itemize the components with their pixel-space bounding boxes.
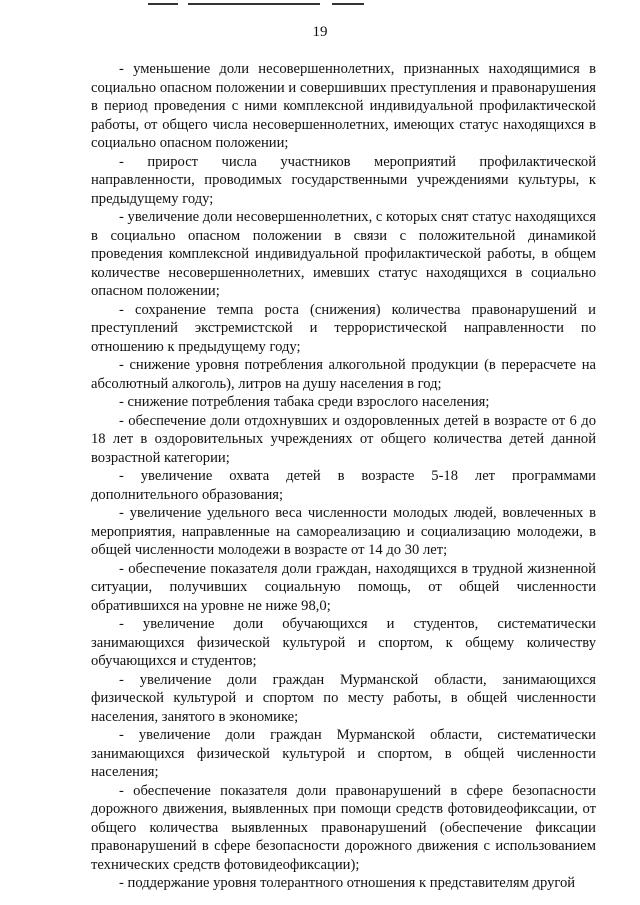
scan-artifact-line [148, 3, 178, 5]
list-item: - увеличение доли граждан Мурманской области, занимающихся физической культурой и спортом по месту работы, в общей численности населения, занятого в экономике; [91, 671, 596, 725]
list-item: - увеличение охвата детей в возрасте 5-18 лет программами дополнительного образования; [91, 468, 596, 503]
list-item: - прирост числа участников мероприятий профилактической направленности, проводимых государственными учреждениями культуры, к предыдущему году; [91, 153, 596, 207]
list-item: - поддержание уровня толерантного отношения к представителям другой [119, 875, 576, 891]
list-item: - увеличение доли граждан Мурманской области, систематически занимающихся физической культурой и спортом, в общей численности населения; [91, 727, 596, 780]
list-item: - увеличение доли несовершеннолетних, с которых снят статус находящихся в социально опасном положении в связи с положительной динамикой проведения комплексной индивидуальной профилактической работы, в общем количестве несовершеннолетних, имевших статус находящихся в социально опасном положении; [91, 209, 596, 299]
document-body [91, 60, 596, 893]
list-item: - увеличение доли обучающихся и студентов, систематически занимающихся физической культурой и спортом, к общему количеству обучающихся и студентов; [91, 616, 596, 669]
list-item: - снижение потребления табака среди взрослого населения; [119, 394, 490, 410]
list-item: - обеспечение доли отдохнувших и оздоровленных детей в возрасте от 6 до 18 лет в оздоровительных учреждениях от общего количества детей данной возрастной категории; [91, 412, 596, 466]
list-item: - снижение уровня потребления алкогольной продукции (в перерасчете на абсолютный алкоголь), литров на душу населения в год; [91, 357, 596, 392]
scan-artifact-line [332, 3, 364, 5]
list-item: - сохранение темпа роста (снижения) количества правонарушений и преступлений экстремистской и террористической направленности по отношению к предыдущему году; [91, 301, 596, 355]
list-item: - обеспечение показателя доли граждан, находящихся в трудной жизненной ситуации, получивших социальную помощь, от общей численности обратившихся на уровне не ниже 98,0; [91, 560, 596, 614]
list-item: - увеличение удельного веса численности молодых людей, вовлеченных в мероприятия, направленные на самореализацию и социализацию молодежи, в общей численности молодежи в возрасте от 14 до 30 лет; [91, 505, 596, 558]
list-item: - обеспечение показателя доли правонарушений в сфере безопасности дорожного движения, выявленных при помощи средств фотовидеофиксации, от общего количества выявленных правонарушений (обеспечение фиксации правонарушений в сфере безопасности дорожного движения с использованием технических средств фотовидеофиксации); [91, 782, 596, 873]
list-item: - уменьшение доли несовершеннолетних, признанных находящимися в социально опасном положении и совершивших преступления и правонарушения в период проведения с ними комплексной индивидуальной профилактической работы, от общего числа несовершеннолетних, имеющих статус находящихся в социально опасном положении; [91, 61, 596, 151]
page-number: 19 [312, 24, 328, 40]
scan-artifact-line [188, 3, 320, 5]
